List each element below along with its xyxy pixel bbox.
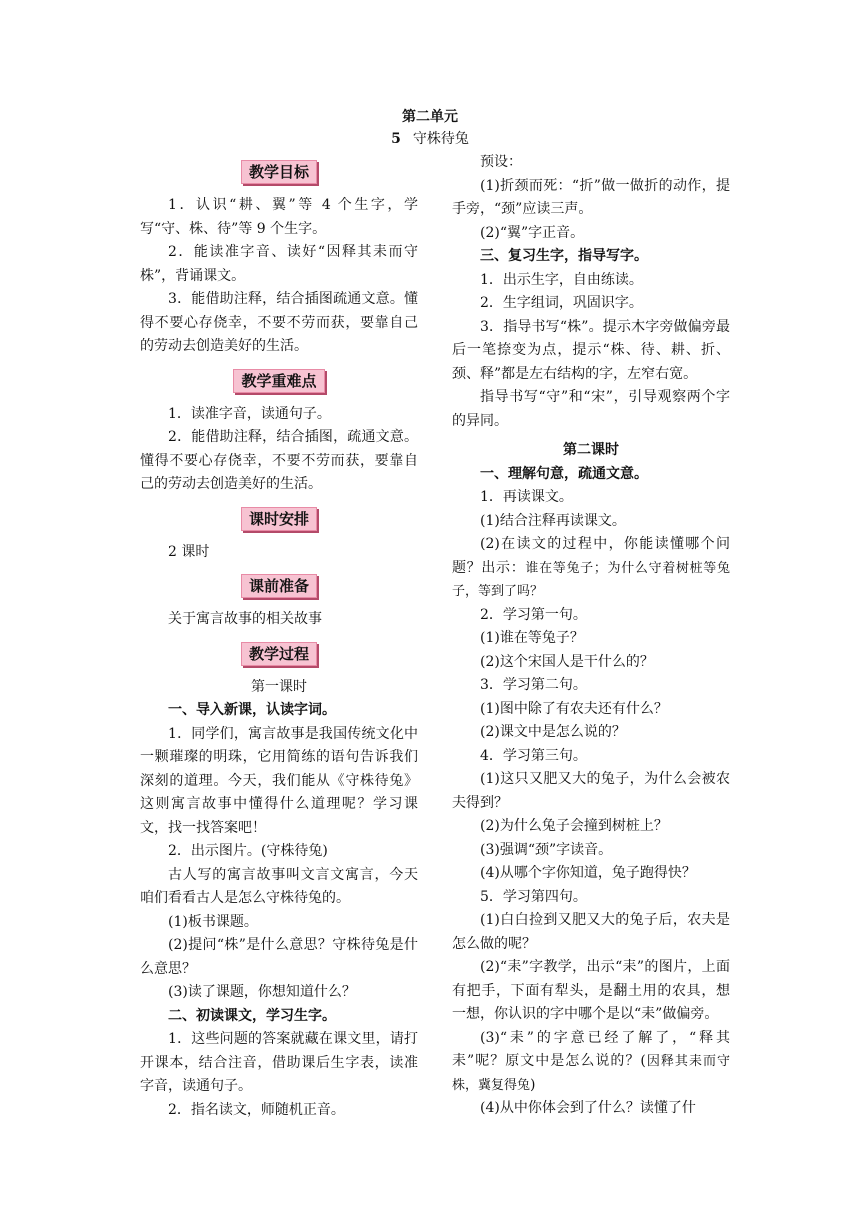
goal-item: 1．认识“耕、翼”等 4 个生字，学写“守、株、待”等 9 个生字。 (140, 197, 418, 237)
step-item: (1)白白捡到又肥又大的兔子后，农夫是怎么做的呢？ (452, 912, 730, 952)
step-item: (2)这个宋国人是干什么的？ (480, 653, 654, 670)
step-item: 3．指导书写“株”。提示木字旁做偏旁最后一笔捺变为点，提示“株、待、耕、折、颈、释”都是左右结构的字，左窄右宽。 (452, 318, 730, 382)
step-item: 1．这些问题的答案就藏在课文里，请打开课本，结合注音，借助课后生字表，读准字音，读通句子。 (140, 1031, 418, 1094)
step-item: (1)这只又肥又大的兔子，为什么会被农夫得到？ (452, 771, 730, 811)
step-item: 古人写的寓言故事叫文言文寓言，今天咱们看看古人是怎么守株待兔的。 (140, 866, 418, 906)
step-item: 1．出示生字，自由练读。 (480, 271, 643, 288)
period-one-title: 第一课时 (251, 678, 307, 695)
step-item: (1)谁在等兔子？ (480, 630, 584, 646)
preparation-text: 关于寓言故事的相关故事 (168, 611, 322, 627)
period-two-title: 第二课时 (563, 442, 619, 458)
step-item: 2．生字组词，巩固识字。 (480, 295, 643, 311)
step-item: (1)图中除了有农夫还有什么？ (480, 700, 668, 717)
step-item: (3)“耒”的字意已经了解了，“释其耒”呢？原文中是怎么说的？(因释其耒而守株，冀复得兔) (452, 1029, 730, 1093)
preset-item: (1)折颈而死：“折”做一做折的动作，提手旁，“颈”应读三声。 (452, 177, 730, 217)
step-item: (2)为什么兔子会撞到树桩上？ (480, 818, 668, 834)
section-heading-goals: 教学目标 (140, 160, 418, 184)
lesson-title (0, 128, 860, 148)
step-item: (3)强调“颈”字读音。 (480, 841, 613, 858)
step-item: 1．同学们，寓言故事是我国传统文化中一颗璀璨的明珠，它用简练的语句告诉我们深刻的道理。今天，我们能从《守株待兔》这则寓言故事中懂得什么道理呢？学习课文，找一找答案吧！ (140, 725, 418, 836)
step-item: (2)课文中是怎么说的？ (480, 724, 626, 740)
goal-item: 2．能读准字音、读好“因释其耒而守株”，背诵课文。 (140, 244, 418, 284)
step-item: (1)板书课题。 (168, 913, 258, 930)
right-column (452, 0, 730, 1121)
section-heading-process: 教学过程 (140, 642, 418, 666)
step-item: 4．学习第三句。 (480, 747, 587, 764)
step-item: (2)在读文的过程中，你能读懂哪个问题？出示：谁在等兔子；为什么守着树桩等兔子，等到了吗？ (452, 536, 730, 599)
step-item: (2)“耒”字教学，出示“耒”的图片，上面有把手，下面有犁头，是翻土用的农具，想一想，你认识的字中哪个是以“耒”做偏旁。 (452, 959, 730, 1022)
step-heading: 三、复习生字，指导写字。 (480, 248, 648, 264)
step-item: (3)读了课题，你想知道什么？ (168, 984, 356, 1000)
unit-title: 第二单元 (402, 109, 458, 125)
lesson-number: 5 (391, 131, 401, 147)
lesson-name: 守株待兔 (412, 131, 469, 147)
step-item: 5．学习第四句。 (480, 888, 587, 905)
step-item: 1．再读课文。 (480, 489, 573, 505)
step-heading: 二、初读课文，学习生字。 (168, 1007, 336, 1024)
preset-label: 预设： (480, 154, 522, 170)
step-item: (1)结合注释再读课文。 (480, 512, 626, 529)
quoted-text: 因释其耒而守株，冀复得兔 (452, 1054, 730, 1093)
section-heading-schedule: 课时安排 (140, 507, 418, 531)
goal-item: 3．能借助注释，结合插图疏通文意。懂得不要心存侥幸，不要不劳而获，要靠自己的劳动去创造美好的生活。 (140, 291, 418, 354)
step-heading: 一、理解句意，疏通文意。 (480, 465, 648, 482)
schedule-text: 2 课时 (168, 543, 210, 560)
key-item: 2．能借助注释，结合插图，疏通文意。懂得不要心存侥幸，不要不劳而获，要靠自己的劳动去创造美好的生活。 (140, 429, 418, 492)
step-item: 2．指名读文，师随机正音。 (168, 1101, 345, 1118)
step-item: (4)从哪个字你知道，兔子跑得快？ (480, 865, 696, 881)
step-item: 2．出示图片。(守株待兔) (168, 843, 328, 859)
step-heading: 一、导入新课，认读字词。 (168, 702, 336, 718)
preset-item: (2)“翼”字正音。 (480, 224, 585, 241)
step-item: 3．学习第二句。 (480, 677, 587, 693)
step-item: 2．学习第一句。 (480, 606, 587, 623)
step-item: (2)提问“株”是什么意思？守株待兔是什么意思？ (140, 937, 418, 977)
left-column (140, 0, 418, 1122)
section-heading-key-points: 教学重难点 (140, 369, 418, 393)
step-item: 指导书写“守”和“宋”，引导观察两个字的异同。 (452, 389, 730, 429)
key-item: 1．读准字音，读通句子。 (168, 405, 331, 422)
section-heading-preparation: 课前准备 (140, 574, 418, 598)
step-item: (4)从中你体会到了什么？读懂了什 (480, 1100, 696, 1116)
quoted-question: 谁在等兔子；为什么守着树桩等兔子，等到了吗？ (452, 560, 730, 599)
